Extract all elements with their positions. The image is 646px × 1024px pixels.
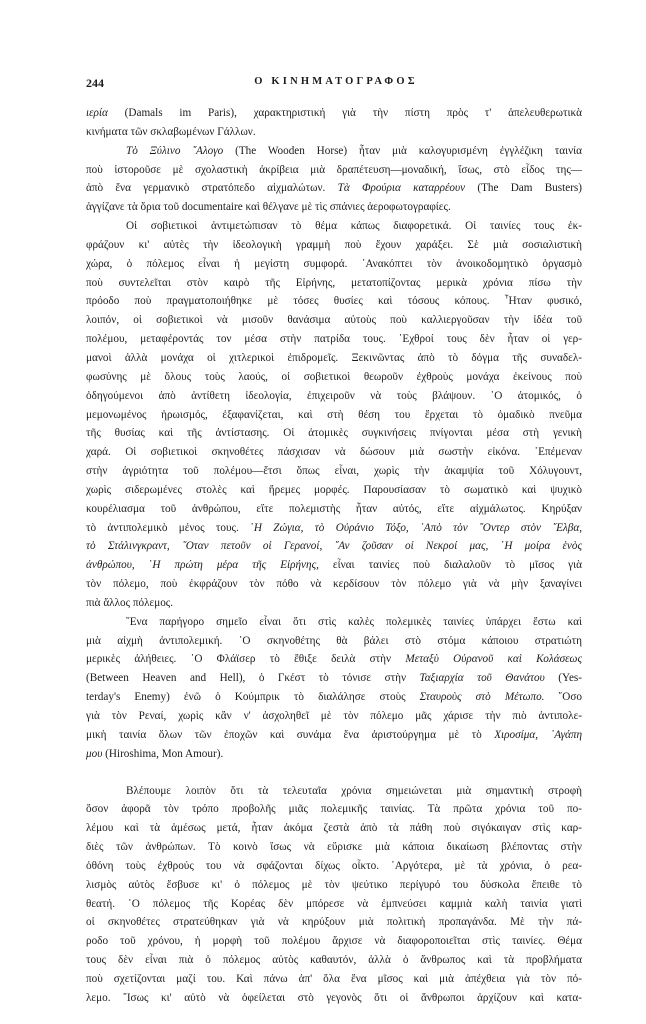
- text-line: [86, 989, 582, 1008]
- text-span: Οἱ σοβιετικοὶ ἀντιμετώπισαν τὸ θέμα κάπως διαφορετικά. Οἱ ταινίες τους ἐκ-: [126, 220, 582, 233]
- italic-title-span: ῾Η Ζώγια, τὸ Οὐράνιο Τόξο, ᾿Απὸ τὸν ῎Οντερ στὸν ῎Ελβα,: [250, 521, 582, 534]
- italic-title-span: Τὸ Ξύλινο ῎Αλογο: [126, 144, 224, 157]
- text-line: [86, 669, 582, 688]
- text-span: μερικὲς ἀλήθειες. ῾Ο Φλάϊσερ τὸ ἔθιξε δειλὰ στὴν: [86, 653, 406, 666]
- text-span: πιὰ ἄλλος πόλεμος.: [86, 596, 174, 609]
- text-line: [86, 274, 582, 293]
- text-line: [86, 745, 582, 764]
- text-line: [86, 556, 582, 575]
- text-span: θεατή. ῾Ο πόλεμος τῆς Κορέας δὲν μπόρεσε νὰ ἐμπνεύσει καμμιὰ καλὴ ταινία γιατὶ: [86, 897, 582, 910]
- text-span: γιὰ τὸν Ρεναί, χωρὶς κἂν ν' ἀσχοληθεῖ μὲ τὸν πόλεμο μᾶς χάρισε τὴν πιὸ ἀντιπολε-: [86, 710, 582, 722]
- text-span: ποὺ συντελεῖται στὸν καιρὸ τῆς Εἰρήνης, μετατοπίζοντας μερικὰ χρόνια πίσω τὴν: [86, 276, 582, 289]
- text-span: (Damals im Paris), χαρακτηριστική γιὰ τὴν πίστη πρὸς τ' ἀπελευθερωτικὰ: [107, 107, 582, 119]
- text-line: [86, 913, 582, 932]
- text-span: ῞Οσο: [544, 691, 582, 704]
- italic-title-span: Μεταξὺ Οὐρανοῦ καὶ Κολάσεως: [405, 653, 582, 666]
- text-line: [86, 462, 582, 481]
- text-line: [86, 500, 582, 519]
- text-span: terday's Enemy) ἐνῶ ὁ Κούμπρικ τὸ διαλάλησε στοὺς: [86, 691, 420, 704]
- text-span: τους δὲν εἶναι πιὰ ὁ πόλεμος αὐτὸς καθαυτόν, ἀλλὰ ὁ ἄνθρωπος καὶ τὰ προβλήματα: [86, 954, 582, 967]
- paragraph: [86, 142, 582, 217]
- text-span: κινήματα τῶν σκλαβωμένων Γάλλων.: [86, 125, 256, 138]
- text-span: Βλέπουμε λοιπὸν ὅτι τὰ τελευταῖα χρόνια σημειώνεται μιὰ σημαντικὴ στροφὴ: [126, 784, 582, 797]
- italic-title-span: Τὰ Φρούρια καταρρέουν: [337, 182, 466, 195]
- body-text: [86, 104, 582, 1008]
- text-line: [86, 688, 582, 707]
- text-span: μιὰ αἰχμὴ ἀντιπολεμική. ῾Ο σκηνοθέτης θὰ βάλει στὸ στόμα κάποιου στρατιώτη: [86, 634, 582, 647]
- text-line: [86, 123, 582, 142]
- text-line: [86, 406, 582, 425]
- text-span: χώρα, ὁ πόλεμος εἶναι ἡ μεγίστη συμφορά. ᾿Ανακόπτει τὸν ἀνοικοδομητικὸ ὀργασμὸ: [86, 257, 582, 270]
- text-line: [86, 838, 582, 857]
- text-span: τὸ ἀντιπολεμικὸ μένος τους.: [86, 521, 251, 534]
- text-line: [86, 613, 582, 632]
- italic-title-span: τὸ Στάλινγκραντ, ῞Οταν πετοῦν οἱ Γερανοί, ῎Αν ζοῦσαν οἱ Νεκροί μας, ῾Η μοίρα ἑνὸς: [86, 540, 582, 553]
- text-line: [86, 330, 582, 349]
- text-line: [86, 932, 582, 951]
- text-span: μικὴ ταινία ὅλων τῶν ἐποχῶν καὶ συνάμα ἕνα ἀριστούργημα μὲ τὸ: [86, 728, 495, 741]
- italic-title-span: Ταξιαρχία τοῦ Θανάτου: [419, 672, 545, 685]
- text-line: [86, 255, 582, 274]
- text-line: [86, 650, 582, 669]
- text-line: [86, 575, 582, 594]
- text-line: [86, 726, 582, 745]
- text-span: τὸν πόλεμο, ποὺ ἐκφράζουν τὸν πόθο νὰ κερδίσουν τὸν πόλεμο γιὰ νὰ μὴν ξαναγίνει: [86, 578, 582, 591]
- text-line: [86, 217, 582, 236]
- text-span: ποὺ ἱστοροῦσε μὲ σχολαστικὴ ἀκρίβεια μιὰ δραπέτευση—μοναδική, ἴσως, στὸ εἶδος της—: [86, 163, 582, 176]
- text-line: [86, 876, 582, 895]
- text-line: [86, 311, 582, 330]
- text-line: [86, 800, 582, 819]
- text-line: [86, 857, 582, 876]
- text-span: φωσύνης μὲ ὅλους τοὺς λαούς, οἱ σοβιετικοὶ θεωροῦν ἐχθροὺς μονάχα ἐκείνους ποὺ: [86, 370, 582, 383]
- text-span: πολέμου, μεταφέροντάς τον μέσα στὴν πατρίδα τους. ᾿Εχθροί τους δὲν ἦταν οἱ γερ-: [86, 333, 582, 346]
- text-span: ἀγγίζανε τὰ ὅρια τοῦ documentaire καὶ θέλγανε μὲ τὶς σπάνιες ἀεροφωτογραφίες.: [86, 201, 451, 214]
- text-span: εἶναι ταινίες ποὺ διαλαλοῦν τὸ μῖσος γιὰ: [318, 559, 582, 572]
- italic-title-span: ι: [86, 107, 90, 119]
- text-line: [86, 424, 582, 443]
- text-line: [86, 707, 582, 726]
- text-line: [86, 895, 582, 914]
- text-line: [86, 594, 582, 613]
- text-span: φράζουν κι' αὐτὲς τὴν ἰδεολογικὴ γραμμὴ ποὺ ἔχουν χαράξει. Σὲ μιὰ σοσιαλιστικὴ: [86, 238, 582, 251]
- text-line: [86, 161, 582, 180]
- paragraph-gap: [86, 764, 582, 782]
- text-line: [86, 368, 582, 387]
- text-line: [86, 179, 582, 198]
- text-span: (Yes-: [544, 672, 582, 685]
- text-span: ἀπὸ ἕνα γερμανικὸ στρατόπεδο αἰχμαλώτων.: [86, 182, 338, 195]
- paragraph: [86, 217, 582, 613]
- text-line: [86, 292, 582, 311]
- running-title: Ο ΚΙΝΗΜΑΤΟΓΡΑΦΟΣ: [254, 76, 418, 87]
- text-span: ῞Ενα παρήγορο σημεῖο εἶναι ὅτι στὶς καλὲς πολεμικὲς ταινίες ὑπάρχει ἔστω καὶ: [126, 615, 582, 628]
- text-span: ποὺ σχετίζονται μαζί του. Καὶ πάνω ἀπ' ὅλα ἕνα μῖσος καὶ μιὰ ἀπέχθεια γιὰ τὸν πό-: [86, 972, 582, 985]
- text-span: μεμονωμένος ἡρωισμός, ἐξαφανίζεται, καὶ στὴ θέση του ἔρχεται τὸ ὁμαδικὸ πνεῦμα: [86, 408, 582, 421]
- text-span: κουρέλιασμα τοῦ ἀνθρώπου, εἴτε πολεμιστὴς ἦταν αὐτός, εἴτε αἰχμάλωτος. Κηρύξαν: [86, 502, 582, 515]
- text-line: [86, 519, 582, 538]
- text-line: [86, 632, 582, 651]
- paragraph: [86, 782, 582, 1008]
- text-span: στὴν ἀγριότητα τοῦ πολέμου—ἔτσι ὅπως εἶναι, χωρὶς τὴν ἀκαμψία τοῦ Χόλυγουντ,: [86, 465, 582, 478]
- text-span: (The Dam Busters): [465, 182, 582, 195]
- text-line: [86, 104, 582, 123]
- text-span: λισμὸς αὐτὸς ἔσβυσε κι' ὁ πόλεμος μὲ τὸν ψεύτικο περίγυρό του δύσκολα ἔπειθε τὸ: [86, 878, 582, 891]
- text-span: ὀθόνη τοὺς ἐχθρούς του νὰ σφάζονται δίχως οἶκτο. ᾿Αργότερα, μὲ τὰ χρόνια, ὁ ρεα-: [86, 859, 582, 872]
- paragraph: [86, 104, 582, 142]
- italic-title-span: ερία: [89, 107, 108, 119]
- italic-title-span: ἀνθρώπου, ῾Η πρώτη μέρα τῆς Εἰρήνης,: [86, 559, 319, 572]
- page-number: 244: [86, 76, 104, 90]
- text-line: [86, 819, 582, 838]
- italic-title-span: μου: [86, 747, 103, 760]
- text-line: [86, 349, 582, 368]
- text-span: λοιπόν, οἱ σοβιετικοὶ νὰ μισοῦν θανάσιμα αὐτοὺς ποὺ καλλιεργοῦσαν τὴν ἰδέα τοῦ: [86, 314, 582, 327]
- text-line: [86, 951, 582, 970]
- paragraph: [86, 613, 582, 764]
- text-span: (Hiroshima, Mon Amour).: [102, 747, 224, 760]
- text-span: οἱ σκηνοθέτες στρατεύθηκαν γιὰ νὰ κηρύξουν μιὰ πολιτικὴ προπαγάνδα. Μὲ τὴν πά-: [86, 916, 582, 929]
- text-line: [86, 387, 582, 406]
- text-span: (The Wooden Horse) ἦταν μιὰ καλογυρισμένη ἐγγλέζικη ταινία: [223, 144, 582, 157]
- text-line: [86, 970, 582, 989]
- text-line: [86, 198, 582, 217]
- text-line: [86, 142, 582, 161]
- text-line: [86, 782, 582, 801]
- running-head: [86, 76, 586, 94]
- text-line: [86, 236, 582, 255]
- text-line: [86, 443, 582, 462]
- text-span: λεμο. ῎Ισως κι' αὐτὸ νὰ ὀφείλεται στὸ γεγονὸς ὅτι οἱ ἄνθρωποι ἀρχίζουν καὶ κατα-: [86, 991, 582, 1004]
- italic-title-span: Χιροσίμα, ᾿Αγάπη: [494, 728, 582, 741]
- text-span: ὅσον ἀφορᾶ τὸν τρόπο προβολῆς μιᾶς πολεμικῆς ταινίας. Τὰ πρῶτα χρόνια τοῦ πο-: [86, 803, 582, 816]
- text-line: [86, 537, 582, 556]
- italic-title-span: Σταυροὺς στὸ Μέτωπο.: [419, 691, 545, 704]
- text-span: (Between Heaven and Hell), ὁ Γκέστ τὸ τόνισε στὴν: [86, 672, 420, 685]
- text-span: τῆς θυσίας καὶ τῆς ἀντίστασης. Οἱ ἀτομικὲς συγκινήσεις πνίγονται μέσα στὴ γενικὴ: [86, 427, 582, 440]
- text-span: χωρὶς σιδερωμένες στολὲς καὶ ἤρεμες μορφές. Παρουσίασαν τὸ σωματικὸ καὶ ψυχικὸ: [86, 483, 582, 496]
- text-line: [86, 481, 582, 500]
- text-span: πρόοδο ποὺ πραγματοποιήθηκε μὲ τόσες θυσίες καὶ τόσους κόπους. ῏Ηταν φυσικό,: [86, 295, 582, 308]
- text-span: διὲς τῶν ἀνθρώπων. Τὸ κοινὸ ἴσως νὰ εὕρισκε μιὰ κάποια δικαίωση βλέποντας στὴν: [86, 841, 582, 854]
- text-span: μανοὶ ἀλλὰ μονάχα οἱ χιτλερικοὶ ἐπιδρομεῖς. Ξεκινῶντας ἀπὸ τὸ δόγμα τῆς συναδελ-: [86, 351, 582, 364]
- text-span: ροδο τοῦ χρόνου, ἡ μορφὴ τοῦ πολέμου ἄρχισε νὰ διαφοροποιεῖται στὶς ταινίες. Θέμα: [86, 935, 582, 948]
- text-span: ὁδηγούμενοι ἀπὸ ἀντίθετη ἰδεολογία, ἐπιχειροῦν νὰ τοὺς βλάψουν. ῾Ο ἀτομικός, ὁ: [86, 389, 582, 402]
- text-span: χαρά. Οἱ σοβιετικοὶ σκηνοθέτες πάσχισαν νὰ δώσουν μιὰ σωστὴν εἰκόνα. ᾿Επέμεναν: [86, 446, 582, 459]
- text-span: λέμου καὶ τὰ ἀμέσως μετά, ἦταν ἀκόμα ζεστὰ ἀπὸ τὰ πάθη ποὺ σιγόκαιγαν στὶς καρ-: [86, 822, 582, 835]
